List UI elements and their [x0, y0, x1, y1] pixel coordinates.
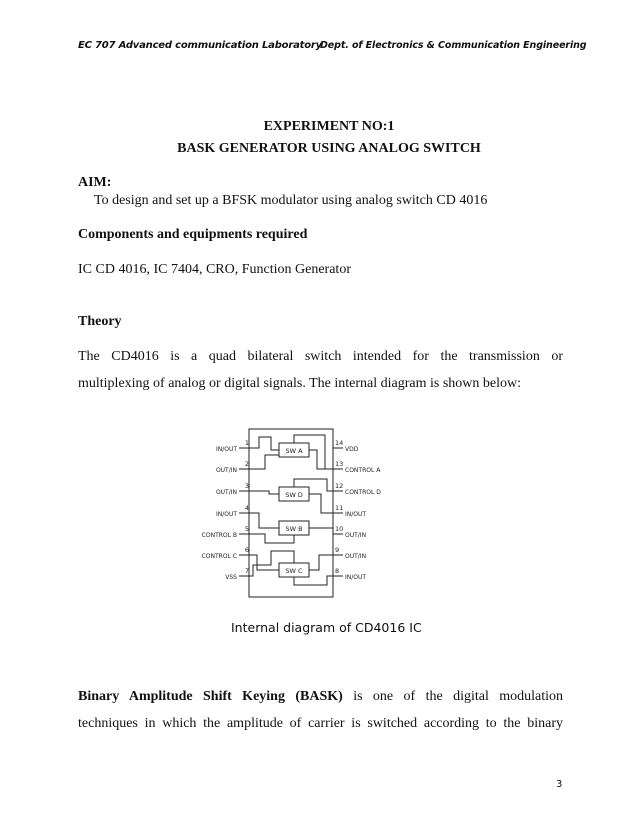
header-course-title: EC 707 Advanced communication Laboratory: [78, 40, 322, 51]
switch-d-label: SW D: [285, 491, 303, 499]
pin-10-number: 10: [335, 525, 344, 533]
pin-8-label: IN/OUT: [345, 574, 367, 581]
theory-line-1: The CD4016 is a quad bilateral switch intended for the transmission or: [78, 349, 563, 364]
pin-14-number: 14: [335, 439, 344, 447]
page-number: 3: [556, 779, 563, 790]
pin-3-number: 3: [244, 482, 249, 490]
pin-2-label: OUT/IN: [215, 467, 237, 474]
pin-9-label: OUT/IN: [345, 553, 367, 560]
pin-3-label: OUT/IN: [215, 489, 237, 496]
aim-heading: AIM:: [78, 175, 112, 190]
components-text: IC CD 4016, IC 7404, CRO, Function Generator: [78, 262, 351, 277]
pin-13-number: 13: [335, 460, 344, 468]
bask-term: Binary Amplitude Shift Keying (BASK): [78, 689, 343, 704]
pin-4-number: 4: [244, 504, 249, 512]
pin-12-label: CONTROL D: [345, 489, 381, 496]
pin-7-number: 7: [244, 567, 249, 575]
aim-text: To design and set up a BFSK modulator using analog switch CD 4016: [94, 193, 488, 208]
switch-b-label: SW B: [285, 525, 303, 533]
pin-2-number: 2: [244, 460, 249, 468]
experiment-number: EXPERIMENT NO:1: [263, 119, 395, 134]
pin-8-number: 8: [335, 567, 340, 575]
header-department: Dept. of Electronics & Communication Engineering: [320, 40, 587, 51]
pin-6-number: 6: [244, 546, 249, 554]
pin-7-label: VSS: [225, 574, 237, 581]
diagram-caption: Internal diagram of CD4016 IC: [231, 620, 422, 635]
bask-line-1: [78, 689, 563, 705]
switch-c-label: SW C: [285, 567, 303, 575]
pin-10-label: OUT/IN: [345, 532, 367, 539]
pin-12-number: 12: [335, 482, 344, 490]
bask-line-2: techniques in which the amplitude of carrier is switched according to the binary: [78, 716, 563, 731]
pin-1-label: IN/OUT: [215, 446, 237, 453]
pin-4-label: IN/OUT: [215, 511, 237, 518]
components-heading: Components and equipments required: [78, 227, 308, 242]
pin-14-label: VDD: [345, 446, 359, 453]
pin-11-number: 11: [335, 504, 344, 512]
switch-a-label: SW A: [285, 447, 303, 455]
pin-11-label: IN/OUT: [345, 511, 367, 518]
pin-1-number: 1: [244, 439, 249, 447]
pin-13-label: CONTROL A: [345, 467, 381, 474]
theory-heading: Theory: [78, 314, 122, 329]
bask-line-1-rest: is one of the digital modulation: [353, 689, 563, 704]
pin-5-number: 5: [244, 525, 249, 533]
theory-line-2: multiplexing of analog or digital signals. The internal diagram is shown below:: [78, 376, 521, 391]
experiment-title: BASK GENERATOR USING ANALOG SWITCH: [177, 141, 481, 156]
pin-5-label: CONTROL B: [201, 532, 237, 539]
pin-9-number: 9: [335, 546, 340, 554]
cd4016-internal-diagram: [195, 425, 415, 603]
pin-6-label: CONTROL C: [201, 553, 237, 560]
